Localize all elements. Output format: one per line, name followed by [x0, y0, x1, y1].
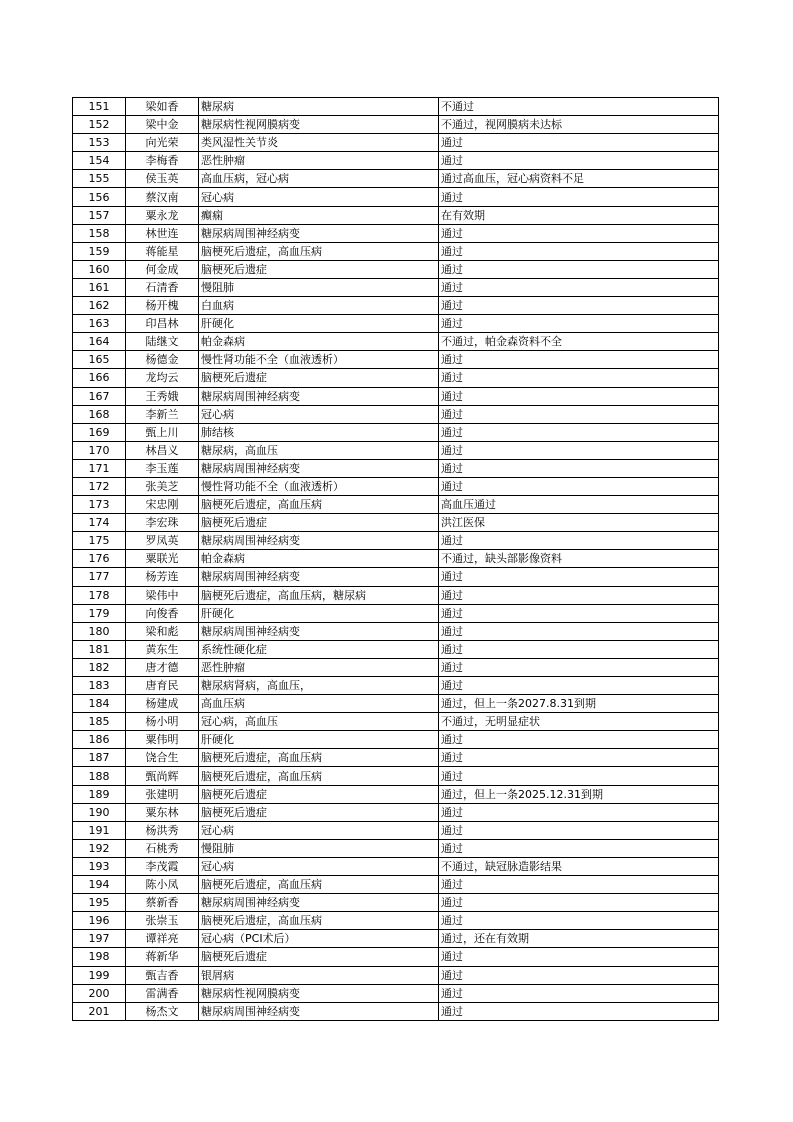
row-number-cell: 190 [73, 803, 126, 821]
disease-cell: 糖尿病周围神经病变 [199, 459, 439, 477]
patient-name-cell: 梁和彪 [126, 622, 199, 640]
review-result-cell: 通过 [439, 568, 719, 586]
patient-name-cell: 唐才德 [126, 658, 199, 676]
table-row [73, 948, 719, 966]
disease-cell: 肝硬化 [199, 604, 439, 622]
row-number-cell: 160 [73, 260, 126, 278]
table-row [73, 459, 719, 477]
disease-cell: 脑梗死后遗症，高血压病 [199, 496, 439, 514]
disease-cell: 脑梗死后遗症，高血压病，糖尿病 [199, 586, 439, 604]
table-row [73, 677, 719, 695]
review-result-cell: 通过 [439, 369, 719, 387]
row-number-cell: 159 [73, 242, 126, 260]
patient-name-cell: 蔡汉南 [126, 188, 199, 206]
disease-cell: 恶性肿瘤 [199, 152, 439, 170]
review-result-cell: 通过 [439, 586, 719, 604]
table-row [73, 586, 719, 604]
table-row [73, 260, 719, 278]
table-row [73, 839, 719, 857]
table-row [73, 441, 719, 459]
review-result-cell: 通过 [439, 188, 719, 206]
review-result-cell: 通过 [439, 441, 719, 459]
patient-name-cell: 粟东林 [126, 803, 199, 821]
table-row [73, 894, 719, 912]
disease-cell: 糖尿病周围神经病变 [199, 1002, 439, 1020]
table-row [73, 315, 719, 333]
table-row [73, 930, 719, 948]
row-number-cell: 158 [73, 224, 126, 242]
row-number-cell: 157 [73, 206, 126, 224]
table-row [73, 713, 719, 731]
review-result-cell: 通过 [439, 839, 719, 857]
review-result-cell: 通过，还在有效期 [439, 930, 719, 948]
review-result-cell: 通过 [439, 876, 719, 894]
disease-cell: 脑梗死后遗症，高血压病 [199, 767, 439, 785]
row-number-cell: 182 [73, 658, 126, 676]
table-row [73, 984, 719, 1002]
disease-cell: 糖尿病周围神经病变 [199, 894, 439, 912]
disease-cell: 冠心病 [199, 188, 439, 206]
patient-name-cell: 谭祥亮 [126, 930, 199, 948]
row-number-cell: 185 [73, 713, 126, 731]
review-result-cell: 通过 [439, 224, 719, 242]
table-row [73, 966, 719, 984]
row-number-cell: 161 [73, 278, 126, 296]
disease-cell: 肺结核 [199, 423, 439, 441]
patient-name-cell: 李梅香 [126, 152, 199, 170]
review-result-cell: 洪江医保 [439, 514, 719, 532]
review-result-cell: 通过 [439, 459, 719, 477]
disease-cell: 冠心病 [199, 857, 439, 875]
disease-cell: 白血病 [199, 297, 439, 315]
review-result-cell: 通过，但上一条2027.8.31到期 [439, 695, 719, 713]
row-number-cell: 151 [73, 98, 126, 116]
table-row [73, 640, 719, 658]
patient-name-cell: 蔡新香 [126, 894, 199, 912]
row-number-cell: 178 [73, 586, 126, 604]
disease-cell: 糖尿病周围神经病变 [199, 622, 439, 640]
review-result-cell: 高血压通过 [439, 496, 719, 514]
row-number-cell: 164 [73, 333, 126, 351]
patient-name-cell: 向俊香 [126, 604, 199, 622]
table-row [73, 604, 719, 622]
review-result-cell: 通过 [439, 423, 719, 441]
table-row [73, 98, 719, 116]
row-number-cell: 174 [73, 514, 126, 532]
disease-cell: 冠心病（PCI术后） [199, 930, 439, 948]
patient-name-cell: 蒋新华 [126, 948, 199, 966]
patient-name-cell: 张美芝 [126, 477, 199, 495]
table-row [73, 188, 719, 206]
table-row [73, 568, 719, 586]
row-number-cell: 173 [73, 496, 126, 514]
review-result-cell: 通过 [439, 387, 719, 405]
disease-cell: 冠心病 [199, 821, 439, 839]
disease-cell: 帕金森病 [199, 550, 439, 568]
disease-cell: 脑梗死后遗症 [199, 948, 439, 966]
disease-cell: 慢阻肺 [199, 278, 439, 296]
row-number-cell: 183 [73, 677, 126, 695]
row-number-cell: 180 [73, 622, 126, 640]
disease-cell: 冠心病 [199, 405, 439, 423]
row-number-cell: 197 [73, 930, 126, 948]
review-result-cell: 在有效期 [439, 206, 719, 224]
review-result-cell: 不通过，无明显症状 [439, 713, 719, 731]
patient-name-cell: 杨杰文 [126, 1002, 199, 1020]
review-result-cell: 通过 [439, 948, 719, 966]
row-number-cell: 152 [73, 116, 126, 134]
disease-cell: 糖尿病性视网膜病变 [199, 116, 439, 134]
row-number-cell: 194 [73, 876, 126, 894]
row-number-cell: 195 [73, 894, 126, 912]
patient-name-cell: 杨小明 [126, 713, 199, 731]
disease-cell: 恶性肿瘤 [199, 658, 439, 676]
disease-cell: 冠心病，高血压 [199, 713, 439, 731]
disease-cell: 糖尿病周围神经病变 [199, 387, 439, 405]
patient-name-cell: 石清香 [126, 278, 199, 296]
table-row [73, 170, 719, 188]
row-number-cell: 188 [73, 767, 126, 785]
disease-cell: 肝硬化 [199, 315, 439, 333]
patient-name-cell: 梁伟中 [126, 586, 199, 604]
row-number-cell: 171 [73, 459, 126, 477]
review-result-cell: 通过 [439, 351, 719, 369]
patient-name-cell: 唐育民 [126, 677, 199, 695]
review-result-cell: 通过 [439, 984, 719, 1002]
review-result-cell: 不通过，视网膜病未达标 [439, 116, 719, 134]
disease-cell: 慢阻肺 [199, 839, 439, 857]
patient-name-cell: 粟永龙 [126, 206, 199, 224]
review-result-cell: 通过 [439, 749, 719, 767]
table-row [73, 224, 719, 242]
disease-cell: 癫痫 [199, 206, 439, 224]
disease-cell: 脑梗死后遗症，高血压病 [199, 749, 439, 767]
patient-name-cell: 陈小凤 [126, 876, 199, 894]
patient-name-cell: 雷满香 [126, 984, 199, 1002]
table-row [73, 134, 719, 152]
disease-cell: 脑梗死后遗症 [199, 369, 439, 387]
patient-name-cell: 梁中金 [126, 116, 199, 134]
disease-cell: 银屑病 [199, 966, 439, 984]
review-result-cell: 通过 [439, 912, 719, 930]
patient-name-cell: 杨洪秀 [126, 821, 199, 839]
patient-name-cell: 侯玉英 [126, 170, 199, 188]
review-result-cell: 不通过 [439, 98, 719, 116]
row-number-cell: 163 [73, 315, 126, 333]
patient-name-cell: 宋忠刚 [126, 496, 199, 514]
review-result-cell: 通过 [439, 640, 719, 658]
row-number-cell: 177 [73, 568, 126, 586]
disease-cell: 糖尿病性视网膜病变 [199, 984, 439, 1002]
review-result-cell: 不通过，缺头部影像资料 [439, 550, 719, 568]
patient-name-cell: 杨开槐 [126, 297, 199, 315]
table-row [73, 731, 719, 749]
table-row [73, 532, 719, 550]
row-number-cell: 184 [73, 695, 126, 713]
row-number-cell: 175 [73, 532, 126, 550]
table-row [73, 622, 719, 640]
review-result-cell: 通过 [439, 297, 719, 315]
table-row [73, 387, 719, 405]
review-result-cell: 通过，但上一条2025.12.31到期 [439, 785, 719, 803]
disease-cell: 慢性肾功能不全（血液透析） [199, 351, 439, 369]
disease-cell: 高血压病 [199, 695, 439, 713]
table-row [73, 1002, 719, 1020]
disease-cell: 脑梗死后遗症 [199, 514, 439, 532]
row-number-cell: 189 [73, 785, 126, 803]
review-result-cell: 通过 [439, 405, 719, 423]
review-result-cell: 不通过，缺冠脉造影结果 [439, 857, 719, 875]
row-number-cell: 168 [73, 405, 126, 423]
patient-name-cell: 甄尚辉 [126, 767, 199, 785]
review-result-cell: 通过 [439, 278, 719, 296]
table-row [73, 477, 719, 495]
table-row [73, 550, 719, 568]
disease-cell: 糖尿病周围神经病变 [199, 568, 439, 586]
patient-name-cell: 饶合生 [126, 749, 199, 767]
row-number-cell: 181 [73, 640, 126, 658]
review-result-cell: 通过 [439, 658, 719, 676]
row-number-cell: 156 [73, 188, 126, 206]
table-row [73, 278, 719, 296]
table-row [73, 912, 719, 930]
patient-name-cell: 蒋能星 [126, 242, 199, 260]
table-row [73, 116, 719, 134]
table-row [73, 785, 719, 803]
table-row [73, 333, 719, 351]
patient-name-cell: 林昌义 [126, 441, 199, 459]
review-result-cell: 通过 [439, 1002, 719, 1020]
disease-cell: 糖尿病，高血压 [199, 441, 439, 459]
disease-cell: 糖尿病周围神经病变 [199, 224, 439, 242]
table-row [73, 206, 719, 224]
disease-cell: 脑梗死后遗症，高血压病 [199, 876, 439, 894]
patient-name-cell: 黄东生 [126, 640, 199, 658]
patient-name-cell: 李新兰 [126, 405, 199, 423]
row-number-cell: 201 [73, 1002, 126, 1020]
row-number-cell: 200 [73, 984, 126, 1002]
review-result-cell: 通过 [439, 477, 719, 495]
disease-cell: 脑梗死后遗症 [199, 785, 439, 803]
review-result-cell: 通过 [439, 821, 719, 839]
review-result-cell: 通过 [439, 242, 719, 260]
disease-cell: 脑梗死后遗症，高血压病 [199, 242, 439, 260]
row-number-cell: 154 [73, 152, 126, 170]
patient-name-cell: 杨建成 [126, 695, 199, 713]
patient-name-cell: 梁如香 [126, 98, 199, 116]
patient-name-cell: 李宏珠 [126, 514, 199, 532]
table-row [73, 658, 719, 676]
patient-name-cell: 李茂霞 [126, 857, 199, 875]
review-result-cell: 通过 [439, 260, 719, 278]
disease-cell: 类风湿性关节炎 [199, 134, 439, 152]
table-row [73, 767, 719, 785]
disease-cell: 糖尿病肾病，高血压， [199, 677, 439, 695]
patient-name-cell: 杨德金 [126, 351, 199, 369]
row-number-cell: 191 [73, 821, 126, 839]
row-number-cell: 153 [73, 134, 126, 152]
disease-cell: 糖尿病周围神经病变 [199, 532, 439, 550]
patient-name-cell: 罗凤英 [126, 532, 199, 550]
disease-cell: 脑梗死后遗症，高血压病 [199, 912, 439, 930]
table-row [73, 351, 719, 369]
table-row [73, 803, 719, 821]
review-result-cell: 通过 [439, 622, 719, 640]
disease-cell: 脑梗死后遗症 [199, 803, 439, 821]
patient-name-cell: 石桃秀 [126, 839, 199, 857]
review-result-cell: 通过 [439, 677, 719, 695]
row-number-cell: 172 [73, 477, 126, 495]
row-number-cell: 169 [73, 423, 126, 441]
row-number-cell: 165 [73, 351, 126, 369]
review-result-cell: 通过 [439, 134, 719, 152]
disease-cell: 帕金森病 [199, 333, 439, 351]
review-result-cell: 通过 [439, 803, 719, 821]
review-table [72, 97, 719, 1021]
row-number-cell: 196 [73, 912, 126, 930]
row-number-cell: 199 [73, 966, 126, 984]
review-result-cell: 通过 [439, 604, 719, 622]
row-number-cell: 192 [73, 839, 126, 857]
table-row [73, 857, 719, 875]
patient-name-cell: 甄上川 [126, 423, 199, 441]
row-number-cell: 198 [73, 948, 126, 966]
table-row [73, 242, 719, 260]
row-number-cell: 155 [73, 170, 126, 188]
review-result-cell: 通过 [439, 894, 719, 912]
disease-cell: 高血压病，冠心病 [199, 170, 439, 188]
review-result-cell: 通过 [439, 315, 719, 333]
table-row [73, 514, 719, 532]
patient-name-cell: 张建明 [126, 785, 199, 803]
row-number-cell: 179 [73, 604, 126, 622]
disease-cell: 脑梗死后遗症 [199, 260, 439, 278]
disease-cell: 慢性肾功能不全（血液透析） [199, 477, 439, 495]
table-row [73, 749, 719, 767]
disease-cell: 糖尿病 [199, 98, 439, 116]
row-number-cell: 186 [73, 731, 126, 749]
patient-name-cell: 林世连 [126, 224, 199, 242]
disease-cell: 肝硬化 [199, 731, 439, 749]
row-number-cell: 166 [73, 369, 126, 387]
patient-name-cell: 张崇玉 [126, 912, 199, 930]
patient-name-cell: 陆继文 [126, 333, 199, 351]
table-row [73, 369, 719, 387]
row-number-cell: 170 [73, 441, 126, 459]
row-number-cell: 162 [73, 297, 126, 315]
patient-name-cell: 王秀娥 [126, 387, 199, 405]
table-row [73, 695, 719, 713]
patient-name-cell: 向光荣 [126, 134, 199, 152]
table-row [73, 821, 719, 839]
review-result-cell: 通过 [439, 767, 719, 785]
table-row [73, 405, 719, 423]
review-table-body [73, 98, 719, 1021]
patient-name-cell: 甄吉香 [126, 966, 199, 984]
table-row [73, 152, 719, 170]
patient-name-cell: 何金成 [126, 260, 199, 278]
row-number-cell: 167 [73, 387, 126, 405]
table-row [73, 876, 719, 894]
patient-name-cell: 粟联光 [126, 550, 199, 568]
review-result-cell: 通过 [439, 152, 719, 170]
row-number-cell: 193 [73, 857, 126, 875]
table-row [73, 297, 719, 315]
review-result-cell: 不通过，帕金森资料不全 [439, 333, 719, 351]
review-result-cell: 通过高血压，冠心病资料不足 [439, 170, 719, 188]
review-result-cell: 通过 [439, 532, 719, 550]
patient-name-cell: 印昌林 [126, 315, 199, 333]
table-row [73, 496, 719, 514]
row-number-cell: 187 [73, 749, 126, 767]
review-result-cell: 通过 [439, 966, 719, 984]
disease-cell: 系统性硬化症 [199, 640, 439, 658]
row-number-cell: 176 [73, 550, 126, 568]
patient-name-cell: 粟伟明 [126, 731, 199, 749]
patient-name-cell: 龙均云 [126, 369, 199, 387]
table-row [73, 423, 719, 441]
patient-name-cell: 杨芳连 [126, 568, 199, 586]
review-result-cell: 通过 [439, 731, 719, 749]
patient-name-cell: 李玉莲 [126, 459, 199, 477]
